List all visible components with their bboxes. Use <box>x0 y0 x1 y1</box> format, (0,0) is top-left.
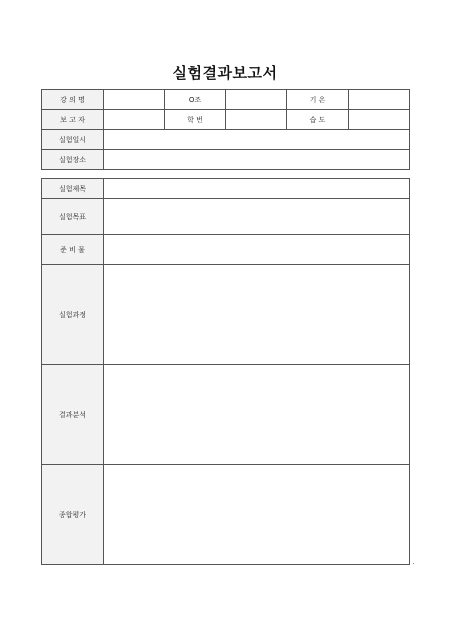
procedure-field[interactable] <box>104 265 410 365</box>
objective-label: 실험목표 <box>42 199 104 235</box>
group-field[interactable] <box>226 90 287 110</box>
humidity-label: 습 도 <box>287 110 349 130</box>
procedure-label: 실험과정 <box>42 265 104 365</box>
date-label: 실험일시 <box>42 130 104 150</box>
course-field[interactable] <box>104 90 165 110</box>
info-row-date <box>42 130 410 150</box>
row-evaluation <box>42 465 410 565</box>
row-materials <box>42 235 410 265</box>
analysis-label: 결과분석 <box>42 365 104 465</box>
experiment-title-field[interactable] <box>104 179 410 199</box>
analysis-field[interactable] <box>104 365 410 465</box>
place-field[interactable] <box>104 150 410 170</box>
objective-field[interactable] <box>104 199 410 235</box>
group-label: O조 <box>165 90 226 110</box>
report-body-table <box>41 178 410 565</box>
evaluation-label: 종합평가 <box>42 465 104 565</box>
course-label: 강 의 명 <box>42 90 104 110</box>
student-id-field[interactable] <box>226 110 287 130</box>
materials-field[interactable] <box>104 235 410 265</box>
evaluation-field[interactable] <box>104 465 410 565</box>
info-row-reporter <box>42 110 410 130</box>
row-procedure <box>42 265 410 365</box>
row-analysis <box>42 365 410 465</box>
place-label: 실험장소 <box>42 150 104 170</box>
materials-label: 준 비 물 <box>42 235 104 265</box>
info-row-course <box>42 90 410 110</box>
row-objective <box>42 199 410 235</box>
document-title: 실험결과보고서 <box>172 64 278 82</box>
date-field[interactable] <box>104 130 410 150</box>
student-id-label: 학 번 <box>165 110 226 130</box>
row-experiment-title <box>42 179 410 199</box>
humidity-field[interactable] <box>349 110 410 130</box>
info-row-place <box>42 150 410 170</box>
page-corner-mark <box>413 563 414 564</box>
temperature-field[interactable] <box>349 90 410 110</box>
reporter-label: 보 고 자 <box>42 110 104 130</box>
info-table <box>41 89 410 170</box>
temperature-label: 기 온 <box>287 90 349 110</box>
experiment-title-label: 실험제목 <box>42 179 104 199</box>
reporter-field[interactable] <box>104 110 165 130</box>
